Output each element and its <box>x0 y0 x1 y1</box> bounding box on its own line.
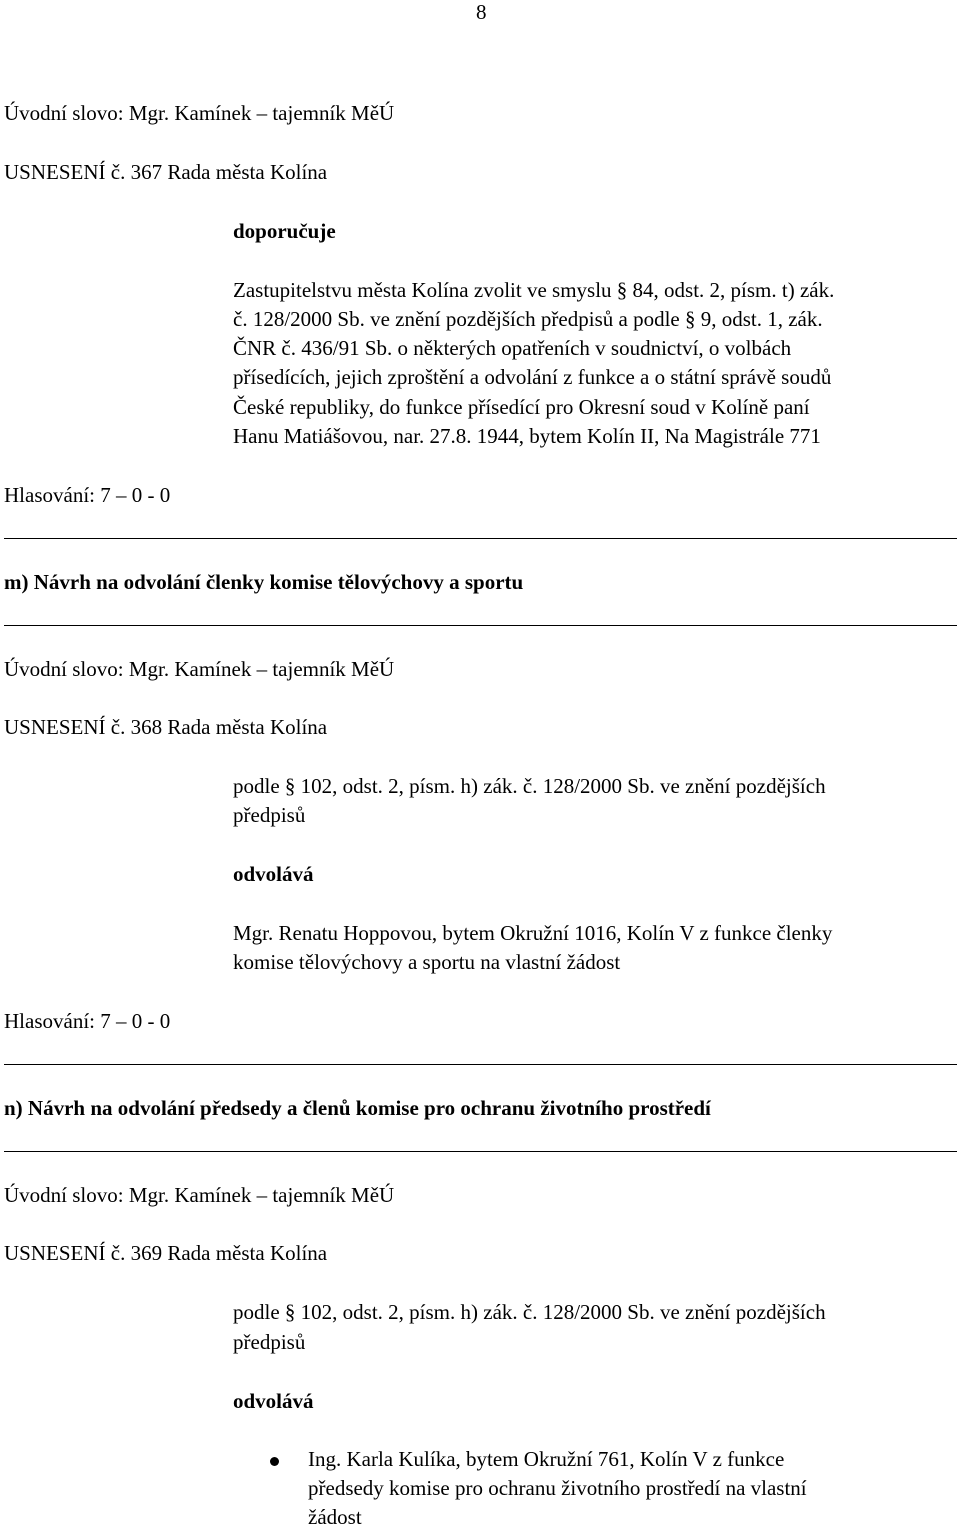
vote-result: Hlasování: 7 – 0 - 0 <box>4 1009 171 1033</box>
resolution-verb: doporučuje <box>233 219 336 243</box>
agenda-heading: m) Návrh na odvolání členky komise tělovýchovy a sportu <box>4 570 524 594</box>
bullet-item-line: Ing. Karla Kulíka, bytem Okružní 761, Kolín V z funkce <box>308 1447 785 1471</box>
resolution-text-line: Mgr. Renatu Hoppovou, bytem Okružní 1016, Kolín V z funkce členky <box>233 921 833 945</box>
bullet-item-line: žádost <box>308 1505 362 1529</box>
intro-line: Úvodní slovo: Mgr. Kamínek – tajemník MěÚ <box>4 1183 395 1207</box>
resolution-label: USNESENÍ č. 369 <box>4 1241 163 1265</box>
legal-basis-line: předpisů <box>233 1330 306 1354</box>
divider <box>4 1151 957 1152</box>
resolution-line <box>4 157 327 188</box>
resolution-verb: odvolává <box>233 862 314 886</box>
resolution-verb: odvolává <box>233 1389 314 1413</box>
resolution-label: USNESENÍ č. 368 <box>4 715 163 739</box>
resolution-text-line: komise tělovýchovy a sportu na vlastní žádost <box>233 950 621 974</box>
page-number: 8 <box>476 0 487 24</box>
resolution-text-line: ČNR č. 436/91 Sb. o některých opatřeních v soudnictví, o volbách <box>233 336 792 360</box>
agenda-heading: n) Návrh na odvolání předsedy a členů komise pro ochranu životního prostředí <box>4 1096 711 1120</box>
divider <box>4 1064 957 1065</box>
resolution-body: Rada města Kolína <box>167 160 328 184</box>
intro-line: Úvodní slovo: Mgr. Kamínek – tajemník MěÚ <box>4 101 395 125</box>
resolution-label: USNESENÍ č. 367 <box>4 160 163 184</box>
resolution-body: Rada města Kolína <box>167 715 328 739</box>
resolution-line <box>4 1238 327 1269</box>
legal-basis-line: podle § 102, odst. 2, písm. h) zák. č. 128/2000 Sb. ve znění pozdějších <box>233 774 826 798</box>
vote-result: Hlasování: 7 – 0 - 0 <box>4 483 171 507</box>
intro-line: Úvodní slovo: Mgr. Kamínek – tajemník MěÚ <box>4 657 395 681</box>
divider <box>4 538 957 539</box>
bullet-icon <box>270 1457 279 1466</box>
resolution-line <box>4 712 327 743</box>
bullet-item-line: předsedy komise pro ochranu životního prostředí na vlastní <box>308 1476 807 1500</box>
legal-basis-line: podle § 102, odst. 2, písm. h) zák. č. 128/2000 Sb. ve znění pozdějších <box>233 1300 826 1324</box>
resolution-text-line: č. 128/2000 Sb. ve znění pozdějších předpisů a podle § 9, odst. 1, zák. <box>233 307 823 331</box>
resolution-text-line: Hanu Matiášovou, nar. 27.8. 1944, bytem Kolín II, Na Magistrále 771 <box>233 424 821 448</box>
resolution-text-line: Zastupitelstvu města Kolína zvolit ve smyslu § 84, odst. 2, písm. t) zák. <box>233 278 835 302</box>
legal-basis-line: předpisů <box>233 803 306 827</box>
divider <box>4 625 957 626</box>
resolution-text-line: České republiky, do funkce přísedící pro Okresní soud v Kolíně paní <box>233 395 810 419</box>
resolution-text-line: přísedících, jejich zproštění a odvolání z funkce a o státní správě soudů <box>233 365 832 389</box>
resolution-body: Rada města Kolína <box>167 1241 328 1265</box>
